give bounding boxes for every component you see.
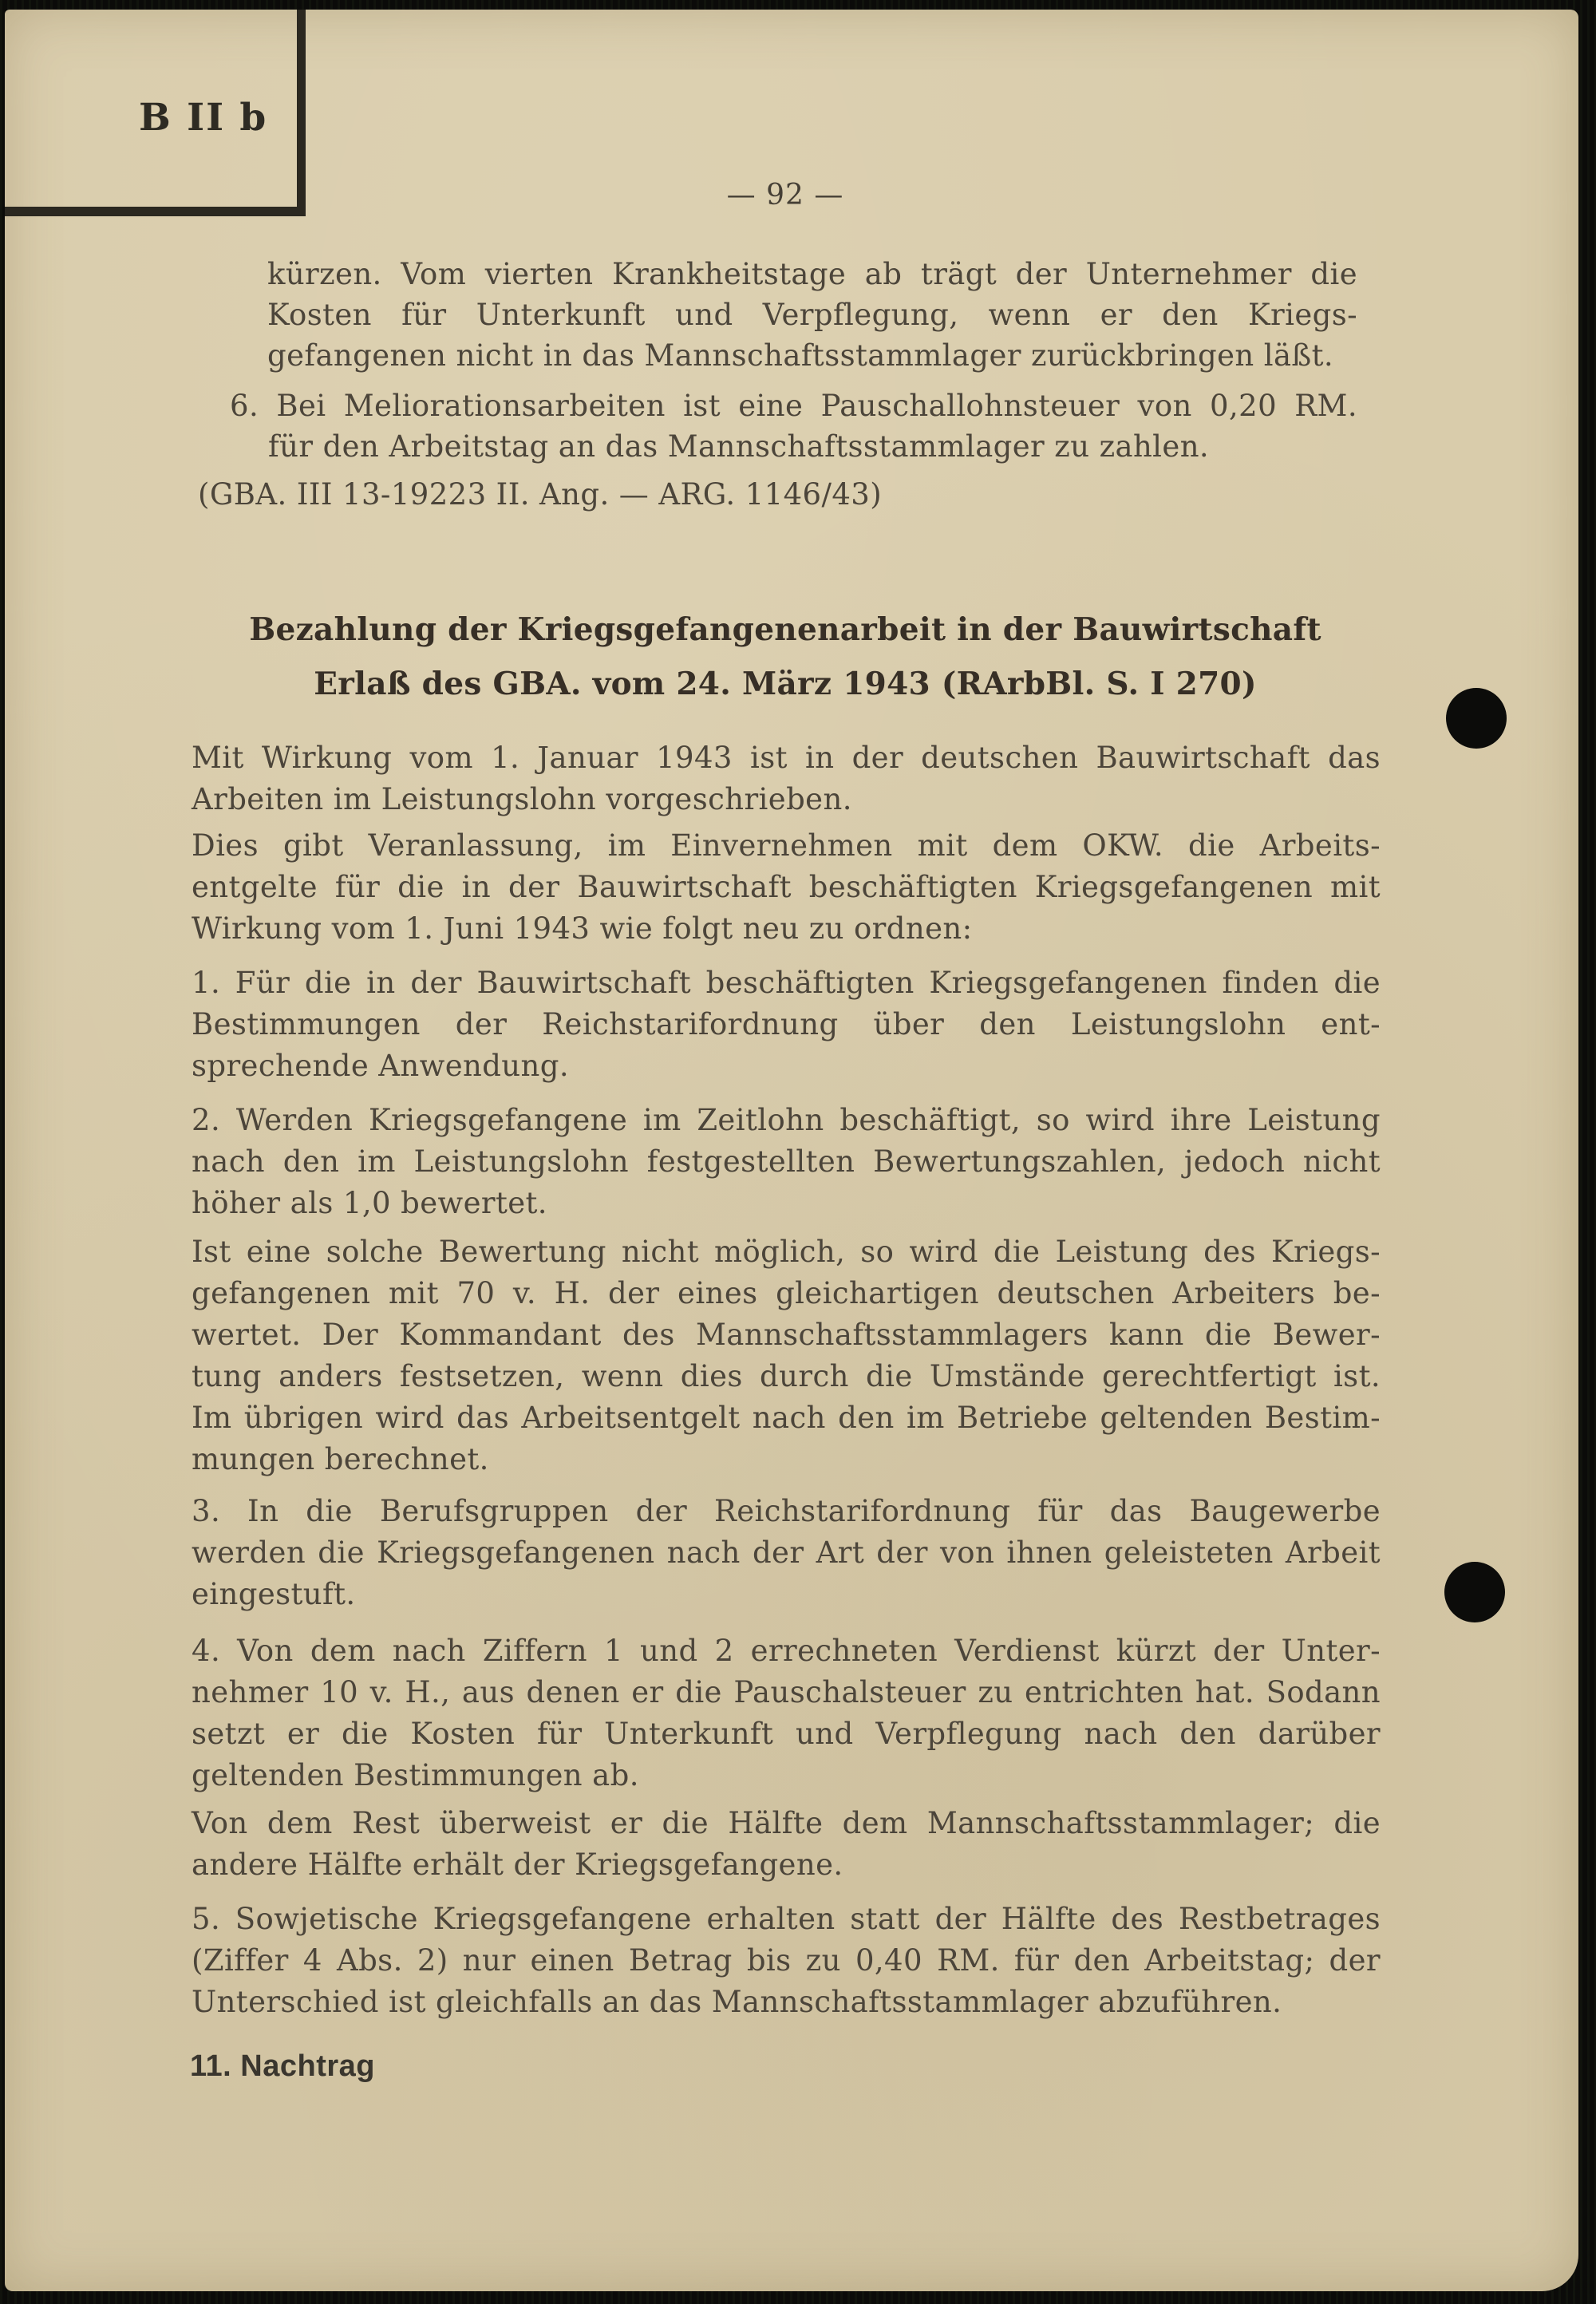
paragraph-intro-2 [192, 825, 1381, 950]
text-line: 3. In die Berufsgruppen der Reichstarifordnung für das Baugewerbe [192, 1494, 1381, 1528]
text-line: setzt er die Kosten für Unterkunft und Verpflegung nach den darüber [192, 1717, 1381, 1751]
text-line: Ist eine solche Bewertung nicht möglich, so wird die Leistung des Kriegs- [192, 1235, 1381, 1269]
paragraph-item-3 [192, 1491, 1381, 1615]
text-line: 4. Von dem nach Ziffern 1 und 2 errechneten Verdienst kürzt der Unter- [192, 1634, 1381, 1668]
text-line: Im übrigen wird das Arbeitsentgelt nach den im Betriebe geltenden Bestim- [192, 1401, 1381, 1435]
text-line: höher als 1,0 bewertet. [192, 1186, 547, 1220]
text-line: werden die Kriegsgefangenen nach der Art der von ihnen geleisteten Arbeit [192, 1535, 1381, 1570]
paragraph-continuation [267, 254, 1357, 376]
decree-subtitle: Erlaß des GBA. vom 24. März 1943 (RArbBl. S. I 270) [314, 666, 1257, 702]
text-line: 5. Sowjetische Kriegsgefangene erhalten statt der Hälfte des Restbetrages [192, 1902, 1381, 1936]
text-line: gefangenen nicht in das Mannschaftsstammlager zurückbringen läßt. [267, 338, 1334, 373]
paragraph-intro-1 [192, 737, 1381, 820]
source-reference: (GBA. III 13-19223 II. Ang. — ARG. 1146/43) [198, 477, 883, 512]
text-line: Bestimmungen der Reichstarifordnung über den Leistungslohn ent- [192, 1007, 1381, 1041]
text-line: nach den im Leistungslohn festgestellten Bewertungszahlen, jedoch nicht [192, 1144, 1381, 1179]
text-line: sprechende Anwendung. [192, 1049, 570, 1083]
text-line: mungen berechnet. [192, 1442, 489, 1476]
paragraph-item-4 [192, 1630, 1381, 1796]
text-line: Kosten für Unterkunft und Verpflegung, wenn er den Kriegs- [267, 298, 1357, 332]
text-line: eingestuft. [192, 1577, 356, 1611]
page-number: — 92 — [726, 179, 844, 211]
text-line: Von dem Rest überweist er die Hälfte dem Mannschaftsstammlager; die [192, 1806, 1381, 1840]
punch-hole-icon [1444, 1562, 1505, 1622]
punch-hole-icon [1446, 688, 1507, 749]
text-line: Dies gibt Veranlassung, im Einvernehmen mit dem OKW. die Arbeits- [192, 828, 1381, 863]
paragraph-item-1 [192, 962, 1381, 1087]
text-line: wertet. Der Kommandant des Mannschaftsstammlagers kann die Bewer- [192, 1318, 1381, 1352]
text-line: 6. Bei Meliorationsarbeiten ist eine Pauschallohnsteuer von 0,20 RM. [230, 389, 1357, 423]
list-item-6 [230, 385, 1357, 467]
text-line: tung anders festsetzen, wenn dies durch die Umstände gerechtfertigt ist. [192, 1359, 1381, 1393]
text-line: für den Arbeitstag an das Mannschaftsstammlager zu zahlen. [268, 429, 1210, 464]
text-line: kürzen. Vom vierten Krankheitstage ab trägt der Unternehmer die [267, 257, 1357, 291]
nachtrag-label: 11. Nachtrag [190, 2049, 375, 2083]
text-line: entgelte für die in der Bauwirtschaft beschäftigten Kriegsgefangenen mit [192, 870, 1381, 904]
text-line: 2. Werden Kriegsgefangene im Zeitlohn beschäftigt, so wird ihre Leistung [192, 1103, 1381, 1137]
text-line: 1. Für die in der Bauwirtschaft beschäftigten Kriegsgefangenen finden die [192, 966, 1381, 1000]
text-line: Wirkung vom 1. Juni 1943 wie folgt neu zu ordnen: [192, 911, 973, 946]
text-line: Arbeiten im Leistungslohn vorgeschrieben. [192, 782, 852, 816]
decree-title: Bezahlung der Kriegsgefangenenarbeit in der Bauwirtschaft [249, 611, 1321, 648]
text-line: andere Hälfte erhält der Kriegsgefangene. [192, 1848, 843, 1882]
section-label: B II b [139, 96, 268, 140]
text-line: gefangenen mit 70 v. H. der eines gleichartigen deutschen Arbeiters be- [192, 1276, 1381, 1310]
paragraph-item-5 [192, 1899, 1381, 2023]
text-line: geltenden Bestimmungen ab. [192, 1758, 639, 1792]
text-line: Unterschied ist gleichfalls an das Mannschaftsstammlager abzuführen. [192, 1985, 1282, 2019]
text-line: Mit Wirkung vom 1. Januar 1943 ist in der deutschen Bauwirtschaft das [192, 741, 1381, 775]
paragraph-item-4a [192, 1803, 1381, 1886]
document-page [5, 10, 1578, 2291]
paragraph-item-2 [192, 1100, 1381, 1224]
text-line: nehmer 10 v. H., aus denen er die Pauschalsteuer zu entrichten hat. Sodann [192, 1675, 1381, 1709]
paragraph-item-2a [192, 1231, 1381, 1480]
text-line: (Ziffer 4 Abs. 2) nur einen Betrag bis zu 0,40 RM. für den Arbeitstag; der [192, 1943, 1381, 1978]
